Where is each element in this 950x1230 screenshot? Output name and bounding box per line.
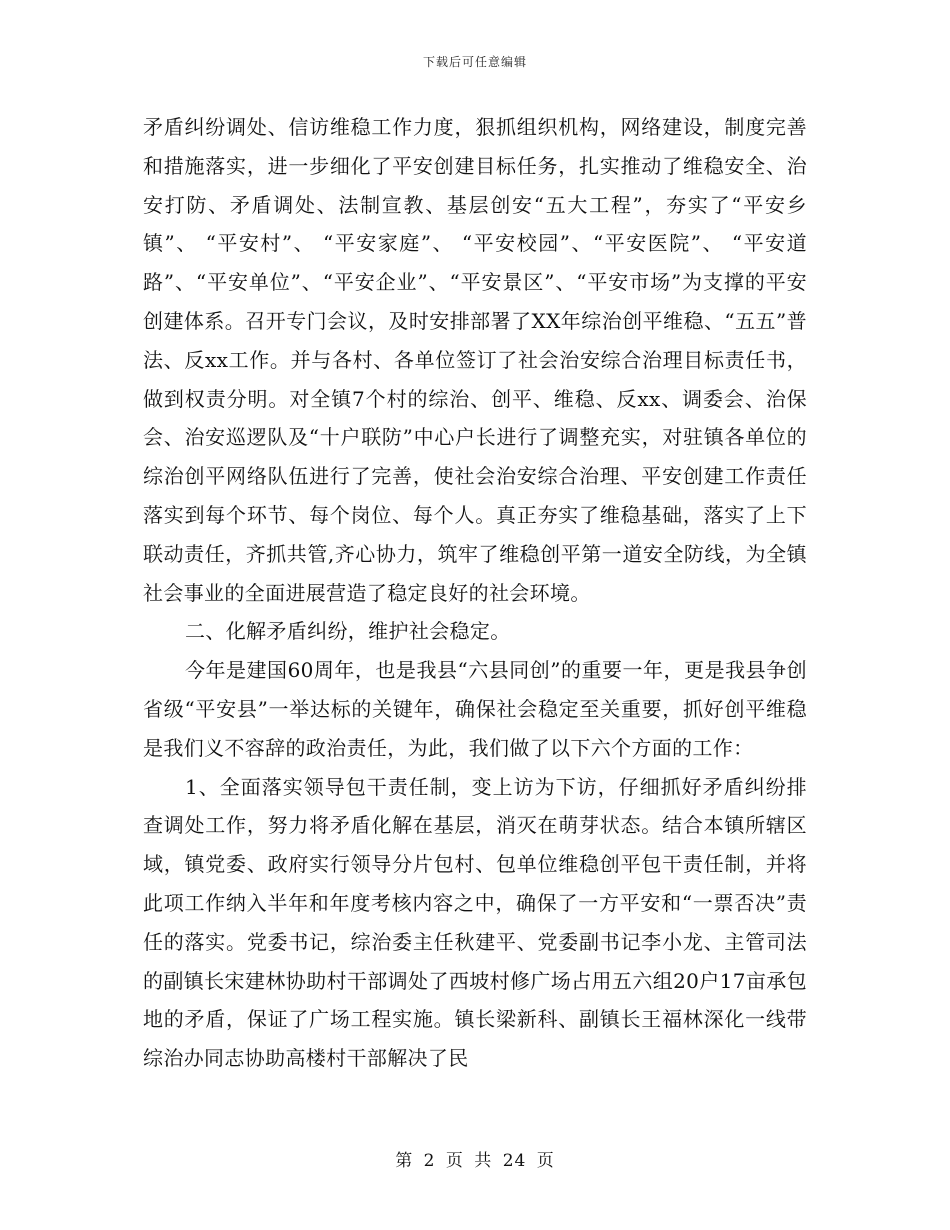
- section-heading: 二、化解矛盾纠纷，维护社会稳定。: [185, 619, 511, 644]
- paragraph-intro: 今年是建国60周年，也是我县“六县同创”的重要一年，更是我县争创省级“平安县”一举达标的关键年，确保社会稳定至关重要，抓好创平维稳是我们义不容辞的政治责任，为此，我们做了以下六个方面的工作：: [143, 658, 807, 760]
- paragraph-item-1: 1、全面落实领导包干责任制，变上访为下访，仔细抓好矛盾纠纷排查调处工作，努力将矛盾化解在基层，消灭在萌芽状态。结合本镇所辖区域，镇党委、政府实行领导分片包村、包单位维稳创平包干责任制，并将此项工作纳入半年和年度考核内容之中，确保了一方平安和“一票否决”责任的落实。党委书记，综治委主任秋建平、党委副书记李小龙、主管司法的副镇长宋建林协助村干部调处了西坡村修广场占用五六组20户17亩承包地的矛盾，保证了广场工程实施。镇长梁新科、副镇长王福林深化一线带综治办同志协助高楼村干部解决了民: [143, 774, 807, 1071]
- document-body: [143, 108, 807, 1078]
- paragraph-continuation: 矛盾纠纷调处、信访维稳工作力度，狠抓组织机构，网络建设，制度完善和措施落实，进一步细化了平安创建目标任务，扎实推动了维稳安全、治安打防、矛盾调处、法制宣教、基层创安“五大工程”，夯实了“平安乡镇”、 “平安村”、 “平安家庭”、 “平安校园”、“平安医院”、 “平安道路”、“平安单位”、“平安企业”、“平安景区”、“平安市场”为支撑的平安创建体系。召开专门会议，及时安排部署了XX年综治创平维稳、“五五”普法、反xx工作。并与各村、各单位签订了社会治安综合治理目标责任书，做到权责分明。对全镇7个村的综治、创平、维稳、反xx、调委会、治保会、治安巡逻队及“十户联防”中心户长进行了调整充实，对驻镇各单位的综治创平网络队伍进行了完善，使社会治安综合治理、平安创建工作责任落实到每个环节、每个岗位、每个人。真正夯实了维稳基础，落实了上下联动责任，齐抓共管,齐心协力，筑牢了维稳创平第一道安全防线，为全镇社会事业的全面进展营造了稳定良好的社会环境。: [143, 115, 807, 605]
- page-header: 下载后可任意编辑: [422, 55, 527, 69]
- page-number: 第 2 页 共 24 页: [395, 1151, 555, 1171]
